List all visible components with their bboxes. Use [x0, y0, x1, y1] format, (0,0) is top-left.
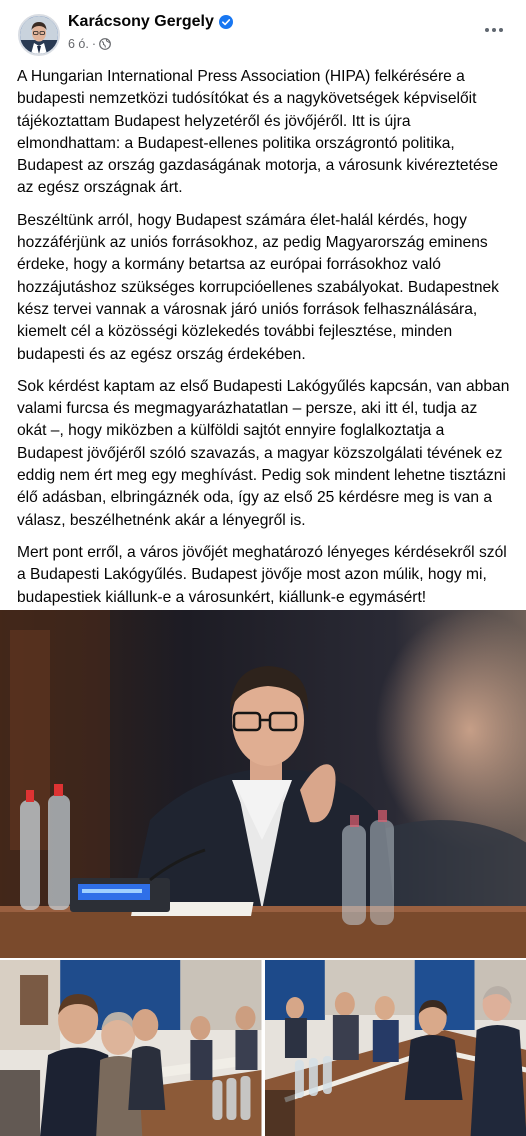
post-header: [0, 0, 526, 62]
author-name[interactable]: Karácsony Gergely: [68, 13, 214, 30]
post-meta: [68, 37, 111, 51]
more-options-icon[interactable]: [480, 18, 508, 42]
post-paragraph: Beszéltünk arról, hogy Budapest számára élet-halál kérdés, hogy hozzáférjünk az uniós forrásokhoz, az pedig Magyarország eminens érdeke, hogy a kormány betartsa az európai forrásokhoz való hozzájutáshoz szükséges korrupcióellenes szabályokat. Budapestnek kész tervei vannak a városnak járó uniós források felhasználására, kiemelt cél a közösségi közlekedés további fejlesztése, minden budapesti és az egész ország érdekében.: [17, 211, 499, 363]
globe-icon: [99, 38, 111, 50]
post-photo-main[interactable]: [0, 610, 526, 958]
menu-dot: [485, 28, 489, 32]
author-name-row: [68, 13, 233, 31]
author-avatar[interactable]: [18, 14, 60, 56]
meta-separator: ·: [91, 37, 97, 51]
post-paragraph: Sok kérdést kaptam az első Budapesti Lakógyűlés kapcsán, van abban valami furcsa és megmagyarázhatatlan – persze, aki itt él, tudja az okát –, hogy miközben a külföldi sajtót ennyire foglalkoztatja a Budapest jövőjéről szóló szavazás, a magyar közszolgálati tévének ez eddig nem ért meg egy meghívást. Pedig sok mindent lehetne tisztázni élő adásban, elbringáznék oda, így az első 25 kérdésre meg is van a válasz, beszélhetnénk akár a lényegről is.: [17, 377, 510, 529]
menu-dot: [499, 28, 503, 32]
verified-badge-icon: [219, 15, 233, 29]
post-photo-secondary[interactable]: [0, 960, 262, 1136]
post-body: [0, 62, 526, 641]
post-photo-row: [0, 960, 526, 1136]
menu-dot: [492, 28, 496, 32]
post-paragraph: A Hungarian International Press Association (HIPA) felkérésére a budapesti nemzetközi tudósítókat és a nagykövetségek képviselőit tájékoztattam Budapest helyzetéről és jövőjéről. Itt is újra elmondhattam: a Budapest-ellenes politika országrontó politika, Budapest az ország gazdaságának motorja, a városunk kivéreztetése az egész országnak árt.: [17, 68, 499, 197]
post-paragraph: Mert pont erről, a város jövőjét meghatározó lényeges kérdésekről szól a Budapesti Lakógyűlés. Budapest jövője most azon múlik, hogy mi, budapestiek kiállunk-e a városunkért, kiállunk-e egymásért!: [17, 543, 507, 606]
post-photo-tertiary[interactable]: [265, 960, 526, 1136]
post-timestamp[interactable]: 6 ó.: [68, 37, 89, 51]
